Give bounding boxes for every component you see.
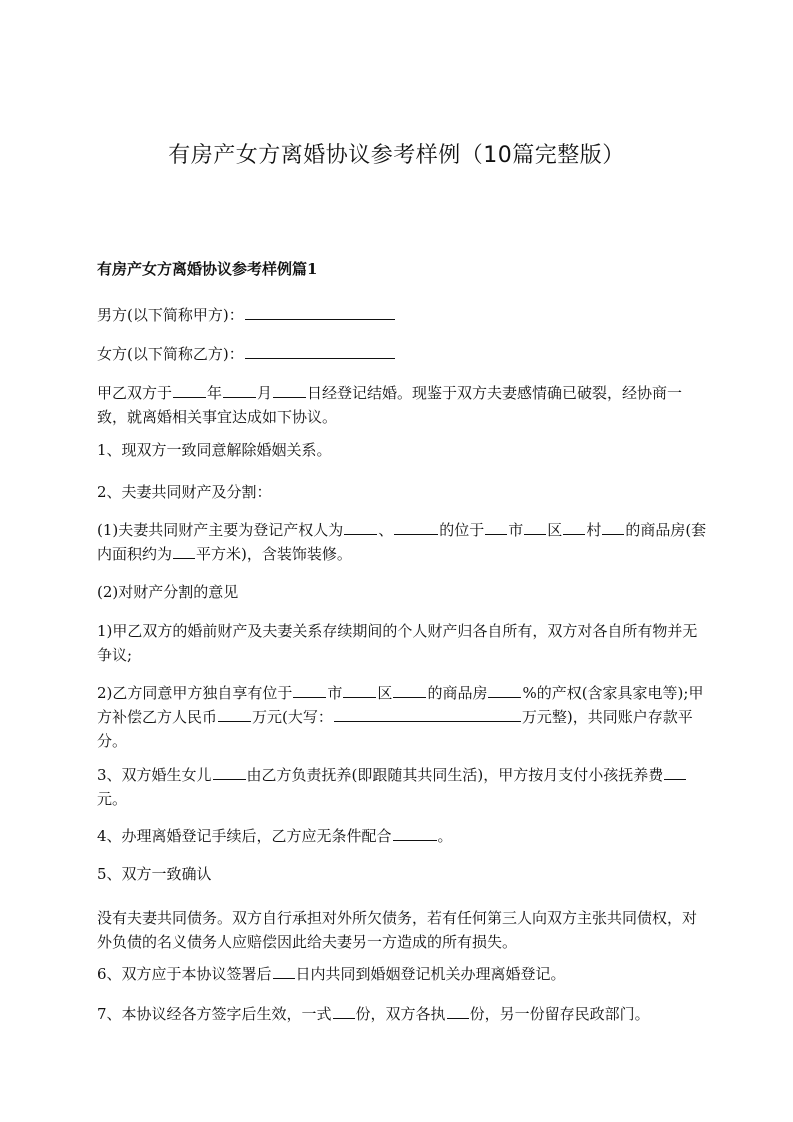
female-party-blank: [245, 342, 395, 359]
item-text: 3、双方婚生女儿: [97, 766, 212, 784]
blank: [218, 705, 251, 722]
item-2-2-2: [97, 681, 707, 753]
female-party-label: 女方(以下简称乙方)：: [97, 345, 244, 363]
intro-text: 年: [207, 384, 223, 402]
blank: [173, 381, 206, 398]
item-text: (1)夫妻共同财产主要为登记产权人为: [97, 521, 344, 539]
item-text: 区: [377, 684, 393, 702]
item-text: 4、办理离婚登记手续后，乙方应无条件配合: [97, 827, 392, 845]
item-3: [97, 763, 707, 811]
item-text: %的产权(含家具家电等);甲方补偿乙方人民币: [97, 684, 704, 726]
item-text: 区: [547, 521, 563, 539]
blank: [273, 962, 295, 979]
male-party-label: 男方(以下简称甲方)：: [97, 306, 244, 324]
item-text: 份，双方各执: [355, 1005, 446, 1023]
blank: [602, 518, 624, 535]
item-text: 7、本协议经各方签字后生效，一式: [97, 1005, 332, 1023]
blank: [394, 518, 438, 535]
item-text: 日内共同到婚姻登记机关办理离婚登记。: [295, 965, 566, 983]
blank: [393, 824, 437, 841]
item-text: 市: [508, 521, 524, 539]
item-2: 2、夫妻共同财产及分割：: [97, 483, 272, 501]
item-2-2: (2)对财产分割的意见: [97, 583, 239, 601]
item-text: 。: [437, 827, 453, 845]
male-party-line: [97, 303, 707, 327]
male-party-blank: [245, 303, 395, 320]
item-2-2-1: 1)甲乙双方的婚前财产及夫妻关系存续期间的个人财产归各自所有，双方对各自所有物并无争议;: [97, 622, 698, 664]
intro-text: 月: [257, 384, 273, 402]
item-5: 5、双方一致确认: [97, 865, 212, 883]
intro-text: 日经登记结婚。现鉴于双方夫妻感情确已破裂，经协商一致，就离婚相关事宜达成如下协议。: [97, 384, 683, 426]
intro-text: 甲乙双方于: [97, 384, 173, 402]
blank: [334, 705, 521, 722]
item-text: 的商品房(套内面积约为: [97, 521, 707, 563]
item-7: [97, 1002, 707, 1026]
blank: [173, 542, 195, 559]
item-text: 6、双方应于本协议签署后: [97, 965, 272, 983]
blank: [524, 518, 546, 535]
blank: [563, 518, 585, 535]
item-text: 万元整)，共同账户存款平分。: [97, 708, 693, 750]
blank: [447, 1002, 469, 1019]
document-title: 有房产女方离婚协议参考样例（10篇完整版）: [168, 143, 625, 168]
blank: [223, 381, 256, 398]
blank: [485, 518, 507, 535]
item-text: 的商品房: [427, 684, 488, 702]
blank: [344, 518, 377, 535]
item-text: 由乙方负责抚养(即跟随其共同生活)，甲方按月支付小孩抚养费: [246, 766, 664, 784]
item-6: [97, 962, 707, 986]
blank: [343, 681, 376, 698]
item-text: 平方米)，含装饰装修。: [196, 545, 352, 563]
item-text: 的位于: [439, 521, 485, 539]
item-2-1: [97, 518, 707, 566]
blank: [333, 1002, 355, 1019]
item-5-body: 没有夫妻共同债务。双方自行承担对外所欠债务，若有任何第三人向双方主张共同债权，对外负债的名义债务人应赔偿因此给夫妻另一方造成的所有损失。: [97, 909, 698, 951]
blank: [393, 681, 426, 698]
item-text: 市: [327, 684, 343, 702]
blank: [664, 763, 686, 780]
item-text: 、: [378, 521, 394, 539]
section-heading: 有房产女方离婚协议参考样例篇1: [97, 260, 318, 278]
intro-paragraph: [97, 381, 707, 429]
item-text: 份，另一份留存民政部门。: [469, 1005, 650, 1023]
item-1: 1、现双方一致同意解除婚姻关系。: [97, 441, 332, 459]
blank: [213, 763, 246, 780]
blank: [293, 681, 326, 698]
blank: [488, 681, 521, 698]
item-text: 村: [586, 521, 602, 539]
item-4: [97, 824, 707, 848]
female-party-line: [97, 342, 707, 366]
item-text: 元。: [97, 790, 128, 808]
item-text: 2)乙方同意甲方独自享有位于: [97, 684, 293, 702]
item-text: 万元(大写：: [252, 708, 333, 726]
blank: [273, 381, 306, 398]
